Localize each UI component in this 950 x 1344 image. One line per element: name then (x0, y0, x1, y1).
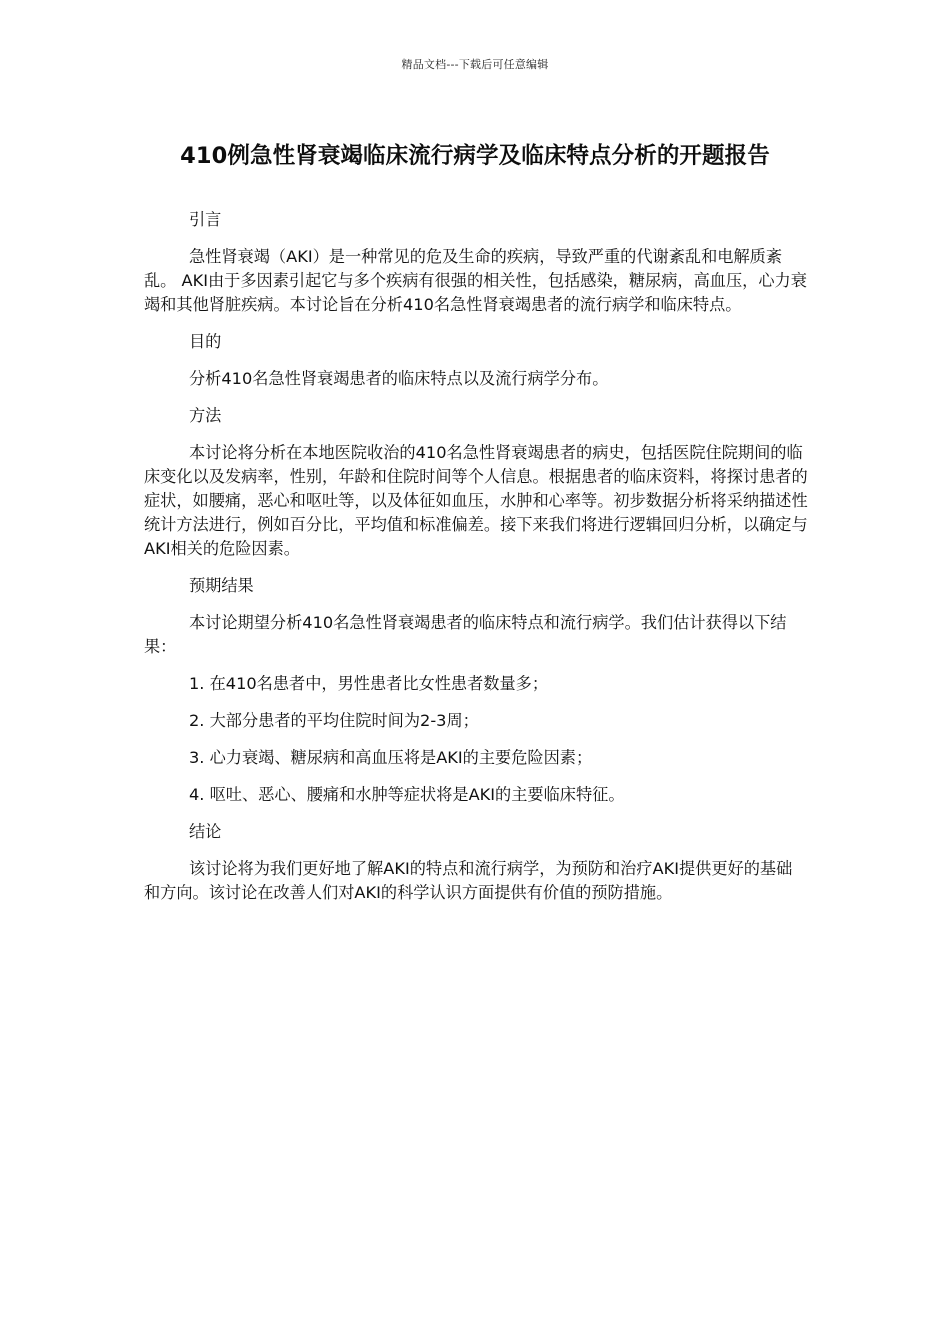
section-heading-purpose: 目的 (189, 332, 222, 351)
method-paragraph: 本讨论将分析在本地医院收治的410名急性肾衰竭患者的病史，包括医院住院期间的临床变化以及发病率，性别，年龄和住院时间等个人信息。根据患者的临床资料，将探讨患者的症状，如腰痛，恶心和呕吐等，以及体征如血压，水肿和心率等。初步数据分析将采纳描述性统计方法进行，例如百分比，平均值和标准偏差。接下来我们将进行逻辑回归分析，以确定与AKI相关的危险因素。 (144, 443, 808, 558)
section-heading-intro: 引言 (189, 210, 222, 229)
header-note: 精品文档---下载后可任意编辑 (401, 58, 549, 71)
section-heading-method: 方法 (189, 406, 222, 425)
intro-paragraph: 急性肾衰竭（AKI）是一种常见的危及生命的疾病，导致严重的代谢紊乱和电解质紊乱。 AKI由于多因素引起它与多个疾病有很强的相关性，包括感染，糖尿病，高血压，心力衰竭和其他肾脏疾病。本讨论旨在分析410名急性肾衰竭患者的流行病学和临床特点。 (144, 247, 807, 314)
results-list-item: 2. 大部分患者的平均住院时间为2-3周； (189, 711, 479, 730)
purpose-paragraph: 分析410名急性肾衰竭患者的临床特点以及流行病学分布。 (189, 369, 609, 388)
conclusion-paragraph: 该讨论将为我们更好地了解AKI的特点和流行病学，为预防和治疗AKI提供更好的基础和方向。该讨论在改善人们对AKI的科学认识方面提供有价值的预防措施。 (144, 859, 793, 902)
results-intro-paragraph: 本讨论期望分析410名急性肾衰竭患者的临床特点和流行病学。我们估计获得以下结果： (144, 613, 787, 656)
results-list-item: 4. 呕吐、恶心、腰痛和水肿等症状将是AKI的主要临床特征。 (189, 785, 625, 804)
document-title: 410例急性肾衰竭临床流行病学及临床特点分析的开题报告 (180, 143, 770, 169)
results-list-item: 1. 在410名患者中，男性患者比女性患者数量多； (189, 674, 549, 693)
results-list-item: 3. 心力衰竭、糖尿病和高血压将是AKI的主要危险因素； (189, 748, 593, 767)
section-heading-conclusion: 结论 (189, 822, 222, 841)
section-heading-results: 预期结果 (189, 576, 254, 595)
document-body (144, 208, 808, 918)
